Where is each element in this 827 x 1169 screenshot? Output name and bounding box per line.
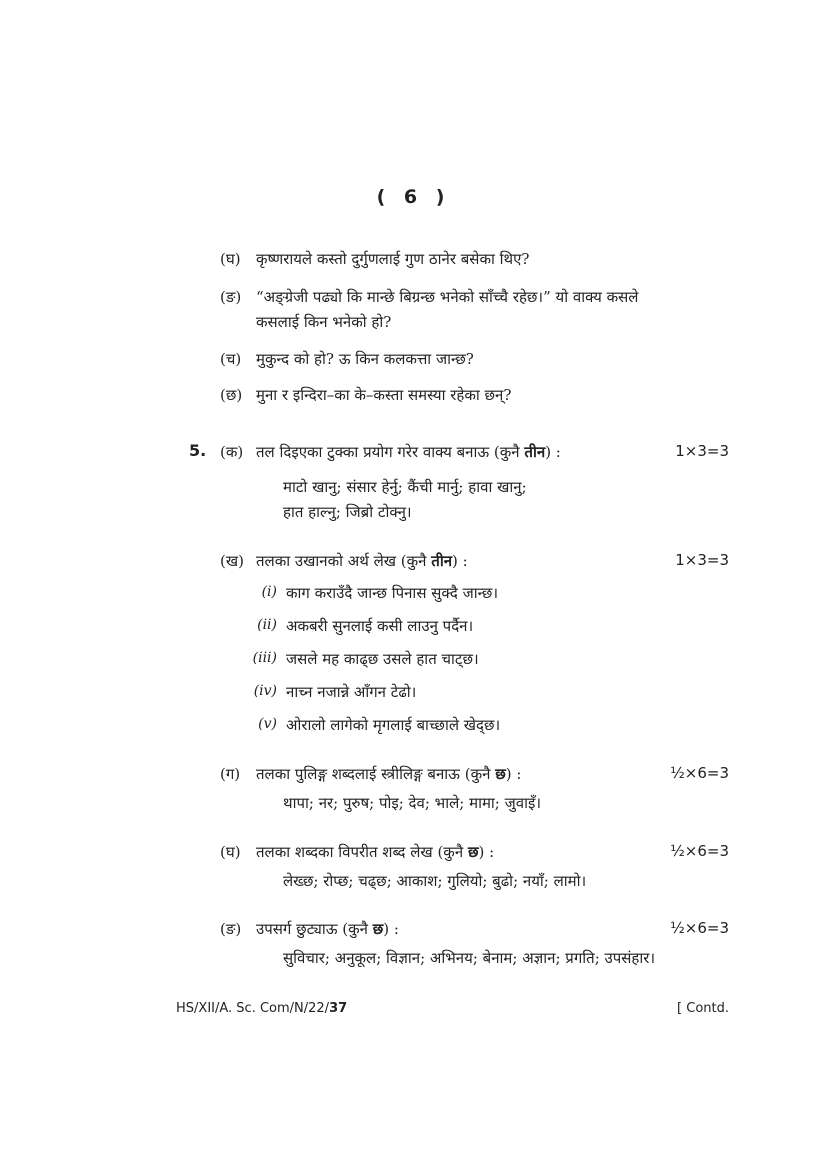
q4-cha-label: (च)	[220, 350, 242, 368]
footer-contd: [ Contd.	[677, 1001, 729, 1016]
proverb-text: काग कराउँदै जान्छ पिनास सुक्दै जान्छ।	[286, 584, 499, 602]
q4-nga-label: (ङ)	[220, 288, 242, 306]
q5-kha-instruction: तलका उखानको अर्थ लेख (कुनै तीन) :	[256, 552, 468, 570]
proverb-text: जसले मह काढ्छ उसले हात चाट्छ।	[286, 650, 479, 668]
q4-chha-label: (छ)	[220, 386, 243, 404]
q5-gha-words: लेख्छ; रोप्छ; चढ्छ; आकाश; गुलियो; बुढो; नयाँ; लामो।	[283, 872, 587, 890]
q4-nga-text: “अङ्ग्रेजी पढ्यो कि मान्छे बिग्रन्छ भनेको साँच्चै रहेछ।” यो वाक्य कसले	[256, 288, 639, 306]
proverb-text: अकबरी सुनलाई कसी लाउनु पर्दैन।	[286, 617, 474, 635]
proverb-number: (ii)	[257, 617, 277, 633]
q5-ga-instruction: तलका पुलिङ्ग शब्दलाई स्त्रीलिङ्ग बनाऊ (कुनै छ) :	[256, 765, 522, 783]
q5-ga-words: थापा; नर; पुरुष; पोइ; देव; भाले; मामा; जुवाइँ।	[283, 794, 542, 812]
page-number: ( 6 )	[376, 186, 451, 208]
q5-kha-label: (ख)	[220, 552, 244, 570]
q5-number: 5.	[189, 441, 207, 460]
q5-ga-label: (ग)	[220, 765, 241, 783]
proverb-number: (iv)	[253, 683, 277, 699]
q5-ka-phrases-line2: हात हाल्नु; जिब्रो टोक्नु।	[283, 503, 412, 521]
q5-gha-label: (घ)	[220, 843, 241, 861]
q5-ka-emphasis: तीन	[524, 443, 546, 461]
q5-ka-marks: 1×3=3	[675, 442, 729, 460]
q5-gha-marks: ½×6=3	[670, 842, 729, 860]
proverb-number: (v)	[258, 716, 277, 732]
q5-nga-label: (ङ)	[220, 920, 242, 938]
q4-gha-text: कृष्णरायले कस्तो दुर्गुणलाई गुण ठानेर बसेका थिए?	[256, 250, 530, 268]
q4-cha-text: मुकुन्द को हो? ऊ किन कलकत्ता जान्छ?	[256, 350, 474, 368]
q5-nga-words: सुविचार; अनुकूल; विज्ञान; अभिनय; बेनाम; अज्ञान; प्रगति; उपसंहार।	[283, 949, 656, 967]
footer-paper-code: HS/XII/A. Sc. Com/N/22/37	[176, 1001, 348, 1016]
proverb-number: (i)	[261, 584, 277, 600]
q5-nga-emphasis: छ	[372, 920, 384, 938]
q5-kha-emphasis: तीन	[431, 552, 453, 570]
q5-ka-instruction: तल दिइएका टुक्का प्रयोग गरेर वाक्य बनाऊ (कुनै तीन) :	[256, 443, 561, 461]
q5-nga-marks: ½×6=3	[670, 919, 729, 937]
q5-ka-label: (क)	[220, 443, 244, 461]
q4-chha-text: मुना र इन्दिरा–का के–कस्ता समस्या रहेका छन्?	[256, 386, 512, 404]
q4-nga-text-line2: कसलाई किन भनेको हो?	[256, 313, 392, 331]
proverb-text: ओरालो लागेको मृगलाई बाच्छाले खेद्छ।	[286, 716, 501, 734]
q5-ka-phrases-line1: माटो खानु; संसार हेर्नु; कैंची मार्नु; हावा खानु;	[283, 478, 527, 496]
proverb-text: नाच्न नजान्ने आँगन टेढो।	[286, 683, 417, 701]
q5-nga-instruction: उपसर्ग छुट्याऊ (कुनै छ) :	[256, 920, 399, 938]
q5-kha-marks: 1×3=3	[675, 551, 729, 569]
q5-ga-marks: ½×6=3	[670, 764, 729, 782]
q4-gha-label: (घ)	[220, 250, 241, 268]
q5-gha-instruction: तलका शब्दका विपरीत शब्द लेख (कुनै छ) :	[256, 843, 495, 861]
proverb-number: (iii)	[252, 650, 277, 666]
q5-gha-emphasis: छ	[467, 843, 479, 861]
q5-ga-emphasis: छ	[495, 765, 506, 783]
